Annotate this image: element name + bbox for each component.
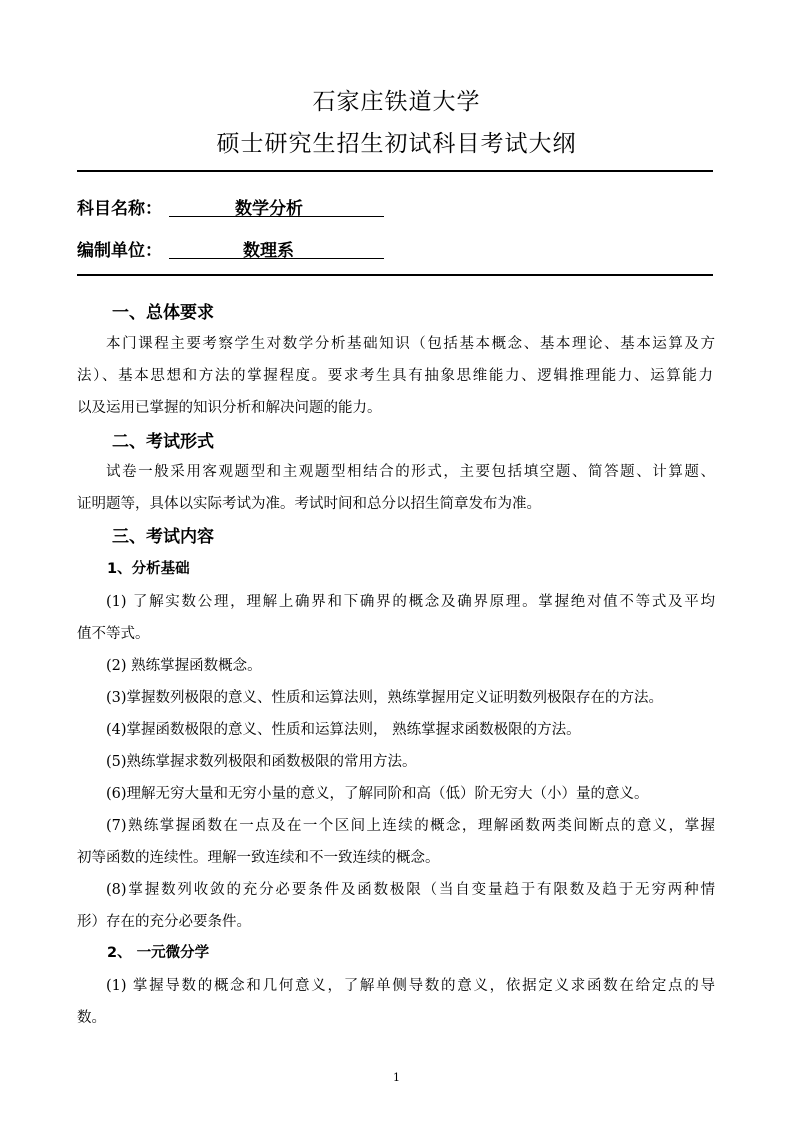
- unit-field: [77, 236, 294, 261]
- subject-field: [77, 194, 303, 219]
- paragraph-line: 证明题等，具体以实际考试为准。考试时间和总分以招生简章发布为准。: [77, 496, 541, 512]
- paragraph-line: 本门课程主要考察学生对数学分析基础知识（包括基本概念、基本理论、基本运算及方: [106, 336, 715, 352]
- section-heading: 二、考试形式: [112, 432, 214, 452]
- document-title: 硕士研究生招生初试科目考试大纲: [216, 131, 577, 157]
- paragraph-line: 试卷一般采用客观题型和主观题型相结合的形式，主要包括填空题、简答题、计算题、: [106, 464, 715, 480]
- list-item-line: (3)掌握数列极限的意义、性质和运算法则，熟练掌握用定义证明数列极限存在的方法。: [106, 690, 664, 706]
- subject-underline: [169, 194, 384, 217]
- subject-value: 数学分析: [235, 199, 303, 219]
- paragraph-line: 法）、基本思想和方法的掌握程度。要求考生具有抽象思维能力、逻辑推理能力、运算能力: [77, 368, 713, 384]
- list-item-line: (2) 熟练掌握函数概念。: [106, 658, 262, 674]
- list-item-line: 初等函数的连续性。理解一致连续和不一致连续的概念。: [77, 850, 440, 866]
- unit-underline: [169, 236, 384, 259]
- university-name: 石家庄铁道大学: [312, 89, 481, 115]
- list-item-line: 值不等式。: [77, 626, 150, 642]
- paragraph-line: 以及运用已掌握的知识分析和解决问题的能力。: [77, 400, 382, 416]
- top-divider: [77, 170, 713, 172]
- section-heading: 一、总体要求: [112, 303, 214, 323]
- subsection-heading: 1、分析基础: [107, 561, 190, 577]
- list-item-line: (8)掌握数列收敛的充分必要条件及函数极限（当自变量趋于有限数及趋于无穷两种情: [106, 882, 715, 898]
- section-heading: 三、考试内容: [112, 527, 214, 547]
- unit-value: 数理系: [243, 241, 294, 261]
- list-item-line: (5)熟练掌握求数列极限和函数极限的常用方法。: [106, 754, 417, 770]
- list-item-line: (1) 掌握导数的概念和几何意义，了解单侧导数的意义，依据定义求函数在给定点的导: [106, 978, 715, 994]
- list-item-line: (6)理解无穷大量和无穷小量的意义，了解同阶和高（低）阶无穷大（小）量的意义。: [106, 786, 649, 802]
- subject-label: 科目名称：: [77, 199, 162, 219]
- list-item-line: (7)熟练掌握函数在一点及在一个区间上连续的概念，理解函数两类间断点的意义，掌握: [106, 818, 715, 834]
- list-item-line: (1) 了解实数公理，理解上确界和下确界的概念及确界原理。掌握绝对值不等式及平均: [106, 594, 715, 610]
- subsection-heading: 2、 一元微分学: [107, 945, 210, 961]
- bottom-divider: [77, 274, 713, 276]
- list-item-line: 数。: [77, 1010, 106, 1026]
- list-item-line: 形）存在的充分必要条件。: [77, 914, 251, 930]
- page-number: 1: [393, 1071, 400, 1084]
- list-item-line: (4)掌握函数极限的意义、性质和运算法则， 熟练掌握求函数极限的方法。: [106, 722, 581, 738]
- unit-label: 编制单位：: [77, 241, 162, 261]
